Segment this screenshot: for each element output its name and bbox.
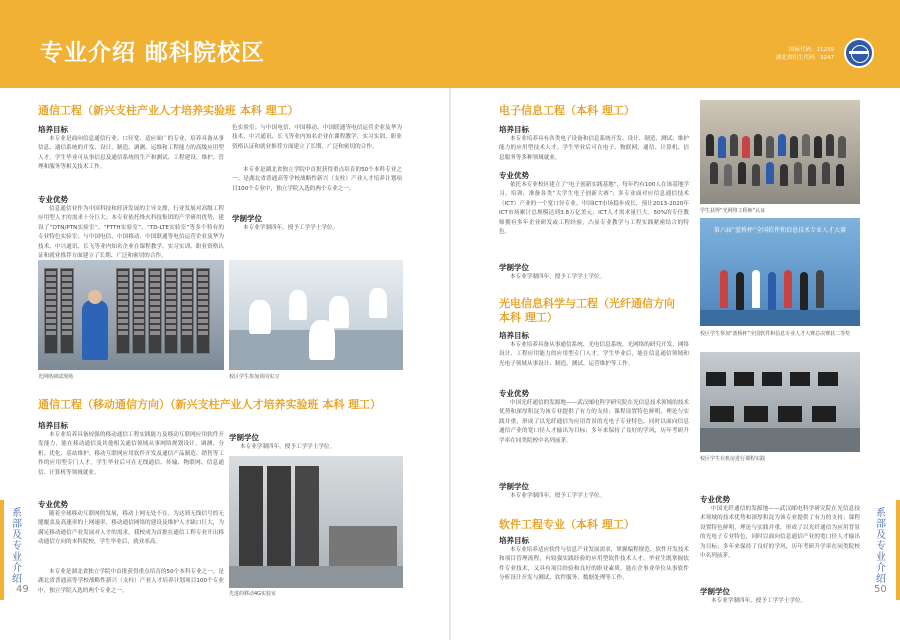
goal-text: 本专业培养适应软件与信息产业发展需求，掌握编程规范、软件开发技术和项目管理流程，有较强实践经验的应用型软件技术人才。毕业生既掌握软件专业技术，又具有项目经验和良好的职业素质，能在企事业单位从事软件分析设计开发与测试、软件服务、数据处理等工作。 — [499, 547, 690, 582]
goal-text: 本专业培养具备从事通信系统、光电信息系统、光网络的研究开发、网络设计、工程应用能力的应用型专门人才。学生毕业后，能在信息通信领域和光电子领域从事设计、制造、测试、运营维护等工作。 — [499, 342, 690, 367]
advantage-label: 专业优势 — [700, 495, 730, 504]
advantage-text: 信息通信业作为中国科技和经济发展的主导支撑，行业发展对高级工程应用型人才的需求十分巨大；本专业依托烽火科技集团的产学研用优势，建设了“OTN/PTN实验室”、“FTTH实验室”、“TD-LTE实验室”等多个特有的专业特色实验室；与中国电信、中国移动、中国联通等电信运营企业及华为技术、中兴通讯、长飞等业内知名企业在课程教学、实习实训、职业资格认证和就业推荐方面建立了长期、广泛和密切的合作。 — [38, 206, 224, 260]
degree-label: 学制学位 — [229, 433, 259, 442]
photo-caption: 学生获得“光网络工程师”认证 — [700, 208, 766, 214]
page-title: 专业介绍 邮科院校区 — [40, 40, 266, 66]
advantage-text-2: 本专业是湖北省独立学院中首批获得重点培育的50个本科专业之一；是湖北省普通高等学校战略性新兴（支柱）产业人才培养计划项目100个专业中，独立学院入选的两个专业之一。 — [232, 167, 402, 192]
goal-label: 培养目标 — [499, 125, 529, 134]
photo-caption: 光网络调试现场 — [38, 374, 74, 380]
goal-text: 本专业培养具备较强的移动通信工程实践能力及移动互联网应用软件开发能力，能在移动通信及其他相关通信领域从事网络规划设计、调测、分析、优化、基站维护、移动互联网应用软件开发及通信产品制造、销售等工作的应用型专门人才。学生毕业后可在无线通信、传输、物联网、信息通信、计算机等领域就业。 — [38, 432, 224, 476]
section-title-mobile-comm: 通信工程（移动通信方向）（新兴支柱产业人才培养实验班 本科 理工） — [38, 398, 382, 411]
section-title-optoelectronic: 光电信息科学与工程（光纤通信方向 本科 理工） — [499, 297, 675, 324]
advantage-text-continued: 色实验室；与中国电信、中国移动、中国联通等电信运营企业及华为技术、中兴通讯、长飞等业内知名企业在课程教学、实习实训、职业资格认证和就业推荐方面建立了长期、广泛和密切的合作。 — [232, 125, 402, 150]
degree-text: 本专业学制四年，授予工学学士学位。 — [240, 444, 336, 450]
right-accent-stripe — [896, 500, 900, 600]
province-code: 湖北省招生代码：3247 — [776, 55, 834, 61]
computer-lab-photo — [700, 352, 860, 452]
advantage-text: 中国光纤通信的发源地——武汉邮电科学研究院在光信息技术领域的技术优势和深厚积淀为该专业提供了有力的支持；课程设置特色鲜明，理论与实践并重，形成了以光纤通信为应用背景的光电子专业特色，同时以面向信息通信产业的宽口径人才输出为目标；多年来保持了良好的学风，历年考研升学率在同类院校中名列前茅。 — [700, 506, 860, 560]
advantage-label: 专业优势 — [38, 195, 68, 204]
advantage-label: 专业优势 — [499, 171, 529, 180]
degree-text: 本专业学制四年，授予工学学士学位。 — [711, 598, 807, 604]
section-title-comm-eng: 通信工程（新兴支柱产业人才培养实验班 本科 理工） — [38, 104, 299, 117]
competition-photo — [700, 218, 860, 326]
section-title-software: 软件工程专业（本科 理工） — [499, 518, 635, 531]
goal-label: 培养目标 — [38, 421, 68, 430]
left-side-label: 系部及专业介绍 — [12, 508, 22, 585]
school-codes — [776, 46, 834, 62]
goal-label: 培养目标 — [499, 331, 529, 340]
degree-label: 学制学位 — [700, 587, 730, 596]
goal-label: 培养目标 — [38, 125, 68, 134]
degree-text: 本专业学制四年，授予工学学士学位。 — [243, 225, 339, 231]
photo-caption: 校区学生参加“蓝桥杯”全国软件和信息专业人才大赛总决赛获二等奖 — [700, 331, 851, 337]
degree-label: 学制学位 — [499, 482, 529, 491]
4g-lab-photo — [229, 456, 403, 588]
degree-label: 学制学位 — [232, 214, 262, 223]
advantage-text: 依托本专业校区建立了“电子创新实践基地”，每年约有100人在该基地学习、培训、准备各类“大学生电子创新大赛”；多专业面对应信息通信技术（ICT）产业的一个宽口径专业。中国ICT市场稳步成长，预计2013-2020年ICT市场累计总规模达到3.8万亿美元，ICT人才需求量巨大。50%的专任教师拥有多年企业研发或工程经验，凸显专业教学与工程实践紧密结合的特色。 — [499, 182, 689, 236]
degree-text: 本专业学制四年，授予工学学士学位。 — [510, 493, 606, 499]
advantage-text-2: 本专业是湖北省独立学院中首批获得重点培育的50个本科专业之一，是湖北省普通高等学校战略性新兴（支柱）产业人才培养计划项目100个专业中，独立学院入选的两个专业之一。 — [38, 569, 224, 594]
competition-banner: 第六届“蓝桥杯”全国软件和信息技术专业人才大赛 — [713, 227, 847, 234]
optical-network-photo — [38, 260, 224, 370]
right-page-number: 50 — [874, 584, 887, 595]
advantage-text: 随着全球移动互联网的发展，移动上网无处不在。为达到无线信号的无缝覆盖及高速率的上网速率，移动通信网络的建设及维护人才缺口巨大，为满足移动通信产业发展对人才的需求，我校成为首批在通信工程专业开出移动通信方向的本科院校，学生毕业后，就业率高。 — [38, 511, 224, 546]
certification-photo — [700, 100, 860, 204]
photo-caption: 校区学生参加顶岗实习 — [229, 374, 280, 380]
right-side-label: 系部及专业介绍 — [876, 508, 886, 585]
page-divider — [449, 88, 451, 640]
degree-text: 本专业学制四年，授予工学学士学位。 — [510, 274, 606, 280]
header-band — [0, 0, 900, 88]
goal-label: 培养目标 — [499, 536, 529, 545]
left-accent-stripe — [0, 500, 4, 600]
left-page-number: 49 — [16, 584, 29, 595]
degree-label: 学制学位 — [499, 263, 529, 272]
goal-text: 本专业是面向信息通信行业、口径宽、适应面广的专业，培养具备从事信息、通信系统的开发、设计、制造、调测、运维和工程能力的高级应用型人才。学生毕业可从事信息及通信系统的生产和测试、工程建设、维护、管理和服务等相关技术工作。 — [38, 136, 224, 171]
advantage-label: 专业优势 — [38, 500, 68, 509]
section-title-electronic-info: 电子信息工程（本科 理工） — [499, 104, 635, 117]
advantage-label: 专业优势 — [499, 389, 529, 398]
advantage-text: 中国光纤通信的发源地——武汉邮电科学研究院在光信息技术领域的技术优势和深厚积淀为该专业提供了有力的支持；课程设置特色鲜明，理论与实践并重，形成了以光纤通信为应用背景的光电子专业特色，同时以面向信息通信产业的宽口径人才输出为目标；多年来保持了良好的学风，历年考研升学率在同类院校中名列前茅。 — [499, 400, 690, 444]
national-code: 国标代码：11239 — [789, 47, 834, 53]
goal-text: 本专业培养具有各类电子设备和信息系统开发、设计、制造、测试、维护能力的应用型技术人才。学生毕业后可在电子、物联网、通信、计算机、信息服务等多种领域就业。 — [499, 136, 690, 161]
internship-photo — [229, 260, 403, 370]
photo-caption: 校区学生在机房进行课程实践 — [700, 456, 766, 462]
photo-caption: 先进的移动4G实验室 — [229, 591, 277, 597]
school-logo-icon — [844, 38, 874, 68]
